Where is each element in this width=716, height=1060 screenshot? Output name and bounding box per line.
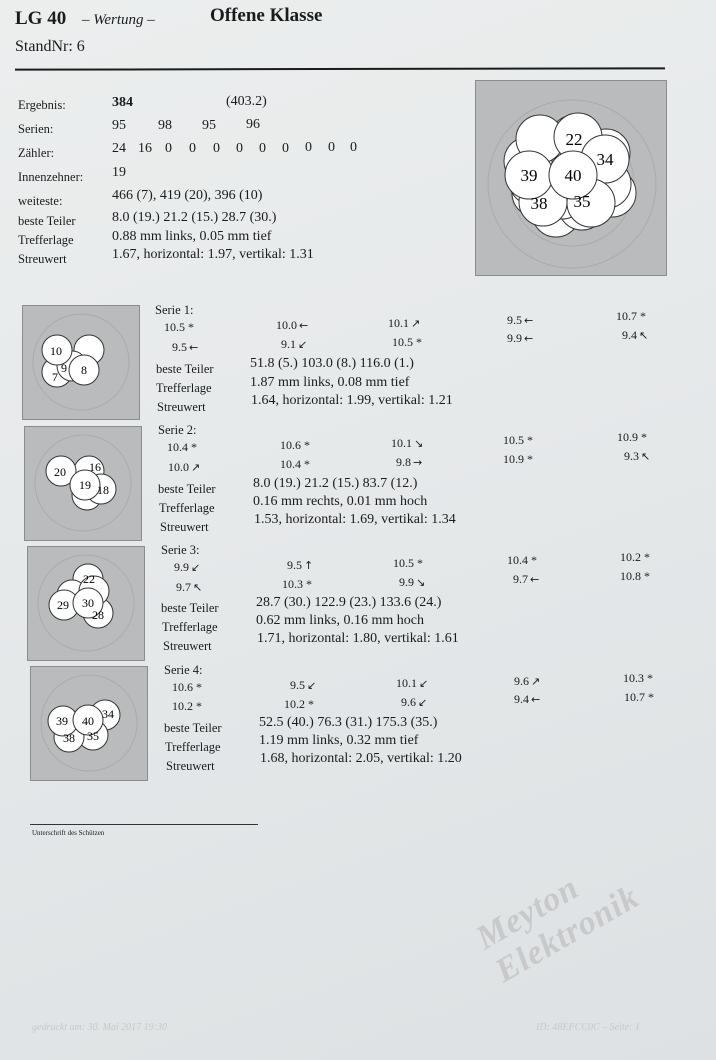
- streuwert-value: 1.68, horizontal: 2.05, vertikal: 1.20: [260, 751, 462, 766]
- shot-label: 34: [102, 707, 114, 721]
- serien-label: Serien:: [18, 122, 54, 136]
- shot-label: 39: [520, 166, 538, 185]
- shot-value: 9.4 ←: [514, 692, 541, 706]
- watermark: Meyton Elektronik: [470, 869, 646, 990]
- print-date: gedruckt am: 30. Mai 2017 19:30: [32, 1022, 167, 1033]
- beste-teiler-label: beste Teiler: [18, 214, 76, 228]
- arrow-icon: ←: [189, 341, 199, 354]
- series-4-target: [30, 666, 148, 781]
- arrow-icon: →: [413, 456, 423, 469]
- beste-teiler-value: 51.8 (5.) 103.0 (8.) 116.0 (1.): [250, 356, 414, 371]
- shot-value: 10.0 ←: [276, 318, 309, 332]
- overall-target-svg: [476, 81, 666, 275]
- arrow-icon: ↙: [419, 677, 429, 690]
- shot-label: 8: [81, 363, 87, 377]
- arrow-icon: ↖: [639, 329, 649, 342]
- shot-label: 39: [56, 714, 68, 728]
- shot-value: 10.3 *: [623, 671, 653, 685]
- shot-label: 19: [79, 478, 91, 492]
- shot-value: 10.2 *: [284, 697, 314, 711]
- shot-value: 10.0 ↗: [168, 460, 201, 474]
- beste-teiler-label: beste Teiler: [164, 721, 222, 735]
- shot-value: 10.5 *: [393, 556, 423, 570]
- shot-value: 10.9 *: [617, 430, 647, 444]
- discipline-title: LG 40: [15, 8, 67, 29]
- shot-value: 10.4 *: [167, 440, 197, 454]
- streuwert-value: 1.71, horizontal: 1.80, vertikal: 1.61: [257, 631, 459, 646]
- shot-label: 22: [83, 572, 95, 586]
- serie-value: 95: [202, 118, 216, 133]
- ergebnis-decimal: (403.2): [226, 94, 267, 109]
- shot-label: 29: [57, 598, 69, 612]
- series-3-target-svg: [28, 547, 144, 660]
- series-1-target-svg: [23, 306, 139, 419]
- arrow-icon: ←: [524, 314, 534, 327]
- shot-label: 7: [52, 370, 58, 384]
- zaehler-label: Zähler:: [18, 146, 55, 160]
- arrow-icon: ↗: [531, 675, 541, 688]
- trefferlage-value: 0.62 mm links, 0.16 mm hoch: [256, 613, 424, 628]
- series-4-target-svg: [31, 667, 147, 780]
- series-2-title: Serie 2:: [158, 423, 197, 437]
- zaehler-value: 0: [328, 140, 335, 155]
- overall-target: [475, 80, 667, 276]
- shot-value: 9.4 ↖: [622, 328, 649, 342]
- arrow-icon: ↗: [191, 461, 201, 474]
- shot-value: 10.1 ↙: [396, 676, 429, 690]
- arrow-icon: ←: [299, 319, 309, 332]
- beste-teiler-value: 28.7 (30.) 122.9 (23.) 133.6 (24.): [256, 595, 442, 610]
- shot-value: 9.9 ←: [507, 331, 534, 345]
- shot-label: 30: [82, 596, 94, 610]
- shot-value: 10.5 *: [392, 335, 422, 349]
- zaehler-value: 0: [236, 141, 243, 156]
- arrow-icon: ↗: [411, 317, 421, 330]
- shot-label: 38: [63, 731, 75, 745]
- shot-value: 9.8 →: [396, 455, 423, 469]
- streuwert-value: 1.64, horizontal: 1.99, vertikal: 1.21: [251, 393, 453, 408]
- zaehler-value: 16: [138, 141, 152, 156]
- weiteste-label: weiteste:: [18, 194, 63, 208]
- beste-teiler-value: 52.5 (40.) 76.3 (31.) 175.3 (35.): [259, 715, 438, 730]
- shot-label: 10: [50, 344, 62, 358]
- streuwert-label: Streuwert: [157, 400, 206, 414]
- zaehler-value: 0: [350, 140, 357, 155]
- beste-teiler-label: beste Teiler: [161, 601, 219, 615]
- beste-teiler-value: 8.0 (19.) 21.2 (15.) 28.7 (30.): [112, 210, 277, 225]
- zaehler-value: 0: [282, 141, 289, 156]
- shot-value: 9.1 ↙: [281, 337, 308, 351]
- shot-value: 10.2 *: [172, 699, 202, 713]
- arrow-icon: ↙: [298, 338, 308, 351]
- innenzehner-label: Innenzehner:: [18, 170, 84, 184]
- zaehler-value: 0: [165, 141, 172, 156]
- shot-value: 9.5 ←: [507, 313, 534, 327]
- arrow-icon: ←: [530, 573, 540, 586]
- shot-value: 10.7 *: [624, 690, 654, 704]
- ergebnis-label: Ergebnis:: [18, 98, 66, 112]
- shot-value: 9.5 ↑: [287, 558, 314, 572]
- class-title: Offene Klasse: [210, 5, 323, 26]
- shot-value: 10.8 *: [620, 569, 650, 583]
- shot-label: 28: [92, 608, 104, 622]
- arrow-icon: ←: [524, 332, 534, 345]
- document-id: ID: 48EFCC0C – Seite: 1: [536, 1022, 640, 1033]
- series-1-target: [22, 305, 140, 420]
- signature-line: [30, 824, 258, 825]
- arrow-icon: ↙: [418, 696, 428, 709]
- shot-label: 40: [82, 714, 94, 728]
- beste-teiler-value: 8.0 (19.) 21.2 (15.) 83.7 (12.): [253, 476, 418, 491]
- shot-value: 10.6 *: [172, 680, 202, 694]
- shot-label: 18: [97, 483, 109, 497]
- shot-value: 10.4 *: [507, 553, 537, 567]
- shot-value: 10.1 ↘: [391, 436, 424, 450]
- shot-value: 9.7 ←: [513, 572, 540, 586]
- signature-label: Unterschrift des Schützen: [32, 829, 105, 837]
- shot-value: 10.3 *: [282, 577, 312, 591]
- trefferlage-label: Trefferlage: [18, 233, 74, 247]
- shot-value: 10.7 *: [616, 309, 646, 323]
- streuwert-value: 1.67, horizontal: 1.97, vertikal: 1.31: [112, 247, 314, 262]
- series-3-title: Serie 3:: [161, 543, 200, 557]
- arrow-icon: ↙: [307, 679, 317, 692]
- trefferlage-value: 0.16 mm rechts, 0.01 mm hoch: [253, 494, 428, 509]
- zaehler-value: 0: [259, 141, 266, 156]
- zaehler-value: 0: [189, 141, 196, 156]
- arrow-icon: ←: [531, 693, 541, 706]
- beste-teiler-label: beste Teiler: [156, 362, 214, 376]
- serie-value: 96: [246, 117, 260, 132]
- shot-value: 9.7 ↖: [176, 580, 203, 594]
- header-rule: [15, 67, 665, 70]
- shot-label: 22: [565, 130, 583, 149]
- arrow-icon: ↖: [641, 450, 651, 463]
- zaehler-value: 0: [213, 141, 220, 156]
- shot-value: 9.9 ↙: [174, 560, 201, 574]
- shot-value: 9.5 ←: [172, 340, 199, 354]
- series-3-target: [27, 546, 145, 661]
- series-1-title: Serie 1:: [155, 303, 194, 317]
- arrow-icon: ↑: [304, 559, 314, 572]
- trefferlage-label: Trefferlage: [159, 501, 215, 515]
- streuwert-label: Streuwert: [166, 759, 215, 773]
- ergebnis-value: 384: [112, 95, 133, 110]
- weiteste-value: 466 (7), 419 (20), 396 (10): [112, 188, 263, 203]
- trefferlage-value: 1.19 mm links, 0.32 mm tief: [259, 733, 419, 748]
- shot-value: 10.5 *: [503, 433, 533, 447]
- shot-value: 10.5 *: [164, 320, 194, 334]
- shot-label: 20: [54, 465, 66, 479]
- trefferlage-label: Trefferlage: [162, 620, 218, 634]
- shot-label: 35: [573, 192, 591, 211]
- serie-value: 95: [112, 118, 126, 133]
- shot-label: 35: [87, 729, 99, 743]
- trefferlage-value: 1.87 mm links, 0.08 mm tief: [250, 375, 410, 390]
- streuwert-value: 1.53, horizontal: 1.69, vertikal: 1.34: [254, 512, 456, 527]
- shot-value: 9.5 ↙: [290, 678, 317, 692]
- arrow-icon: ↘: [414, 437, 424, 450]
- shot-value: 9.6 ↙: [401, 695, 428, 709]
- series-2-target-svg: [25, 427, 141, 540]
- streuwert-label: Streuwert: [160, 520, 209, 534]
- streuwert-label: Streuwert: [163, 639, 212, 653]
- shot-value: 10.1 ↗: [388, 316, 421, 330]
- beste-teiler-label: beste Teiler: [158, 482, 216, 496]
- streuwert-label: Streuwert: [18, 252, 67, 266]
- shot-label: 34: [596, 150, 614, 169]
- zaehler-value: 24: [112, 141, 126, 156]
- trefferlage-label: Trefferlage: [165, 740, 221, 754]
- shot-value: 9.3 ↖: [624, 449, 651, 463]
- shot-value: 10.2 *: [620, 550, 650, 564]
- trefferlage-label: Trefferlage: [156, 381, 212, 395]
- series-4-title: Serie 4:: [164, 663, 203, 677]
- shot-value: 9.9 ↘: [399, 575, 426, 589]
- shot-value: 10.9 *: [503, 452, 533, 466]
- arrow-icon: ↙: [191, 561, 201, 574]
- shot-label: 16: [89, 460, 101, 474]
- wertung-label: – Wertung –: [82, 12, 155, 28]
- shot-value: 10.6 *: [280, 438, 310, 452]
- innenzehner-value: 19: [112, 165, 126, 180]
- shot-label: 40: [564, 166, 582, 185]
- stand-number: StandNr: 6: [15, 38, 85, 55]
- shot-label: 38: [530, 194, 548, 213]
- serie-value: 98: [158, 118, 172, 133]
- zaehler-value: 0: [305, 140, 312, 155]
- series-2-target: [24, 426, 142, 541]
- arrow-icon: ↘: [416, 576, 426, 589]
- shot-value: 9.6 ↗: [514, 674, 541, 688]
- trefferlage-value: 0.88 mm links, 0.05 mm tief: [112, 229, 272, 244]
- shot-label: 9: [61, 361, 67, 375]
- shot-value: 10.4 *: [280, 457, 310, 471]
- arrow-icon: ↖: [193, 581, 203, 594]
